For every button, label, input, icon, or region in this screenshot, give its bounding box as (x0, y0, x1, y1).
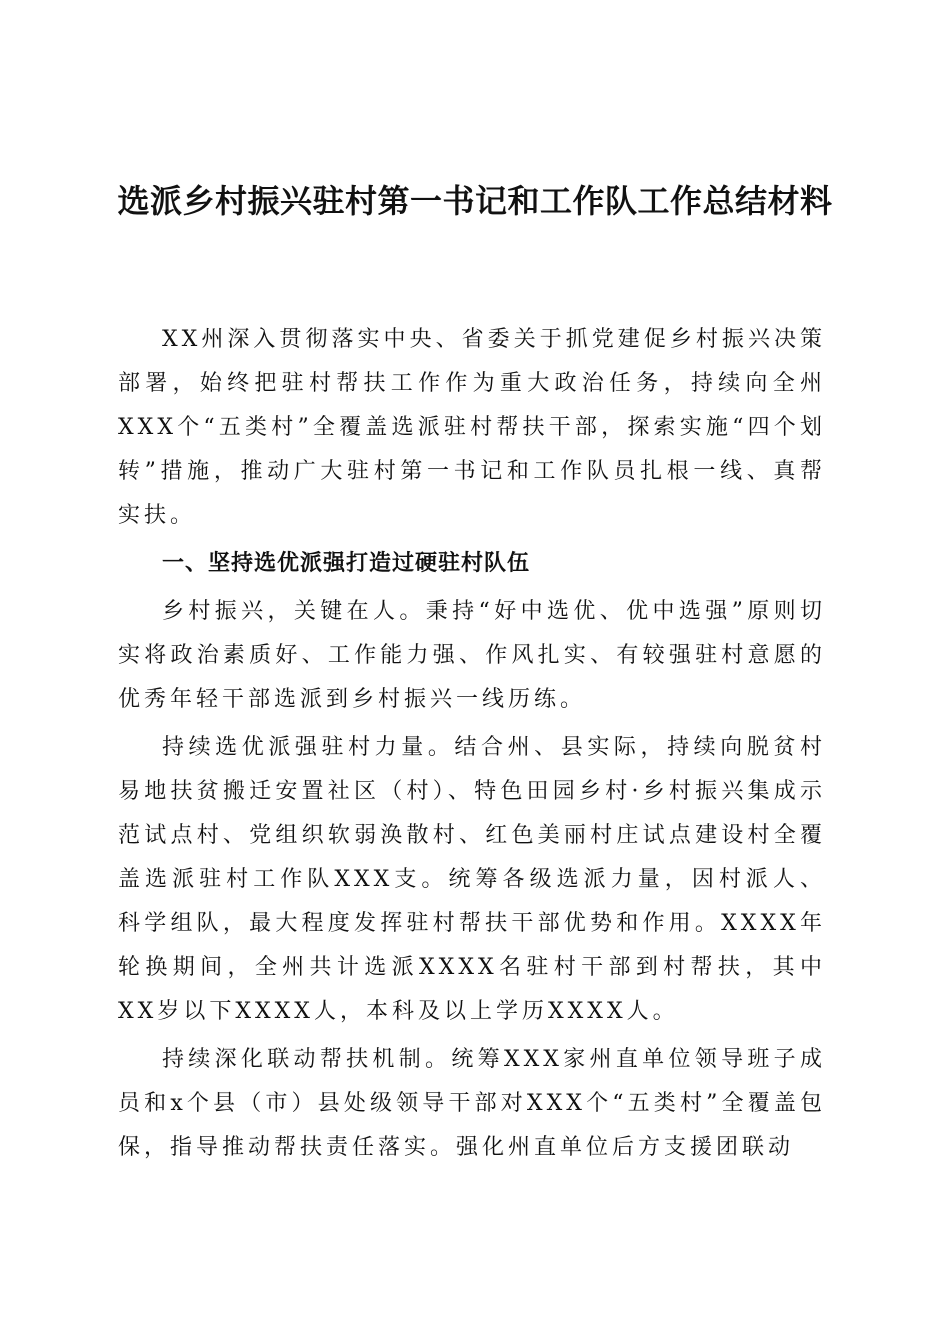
body-paragraph: 持续选优派强驻村力量。结合州、县实际，持续向脱贫村易地扶贫搬迁安置社区（村）、特色田园乡村·乡村振兴集成示范试点村、党组织软弱涣散村、红色美丽村庄试点建设村全覆盖选派驻村工作队XXX支。统筹各级选派力量，因村派人、科学组队，最大程度发挥驻村帮扶干部优势和作用。XXXX年轮换期间，全州共计选派XXXX名驻村干部到村帮扶，其中XX岁以下XXXX人，本科及以上学历XXXX人。 (118, 735, 826, 1024)
intro-paragraph: XX州深入贯彻落实中央、省委关于抓党建促乡村振兴决策部署，始终把驻村帮扶工作作为重大政治任务，持续向全州XXX个“五类村”全覆盖选派驻村帮扶干部，探索实施“四个划转”措施，推动广大驻村第一书记和工作队员扎根一线、真帮实扶。 (118, 327, 826, 528)
body-paragraph: 持续深化联动帮扶机制。统筹XXX家州直单位领导班子成员和x个县（市）县处级领导干部对XXX个“五类村”全覆盖包保，指导推动帮扶责任落实。强化州直单位后方支援团联动 (118, 1047, 826, 1160)
document-body (118, 318, 826, 1170)
body-paragraph: 乡村振兴，关键在人。秉持“好中选优、优中选强”原则切实将政治素质好、工作能力强、作风扎实、有较强驻村意愿的优秀年轻干部选派到乡村振兴一线历练。 (118, 599, 826, 712)
section-heading: 一、坚持选优派强打造过硬驻村队伍 (162, 551, 531, 576)
document-title: 选派乡村振兴驻村第一书记和工作队工作总结材料 (117, 182, 833, 220)
